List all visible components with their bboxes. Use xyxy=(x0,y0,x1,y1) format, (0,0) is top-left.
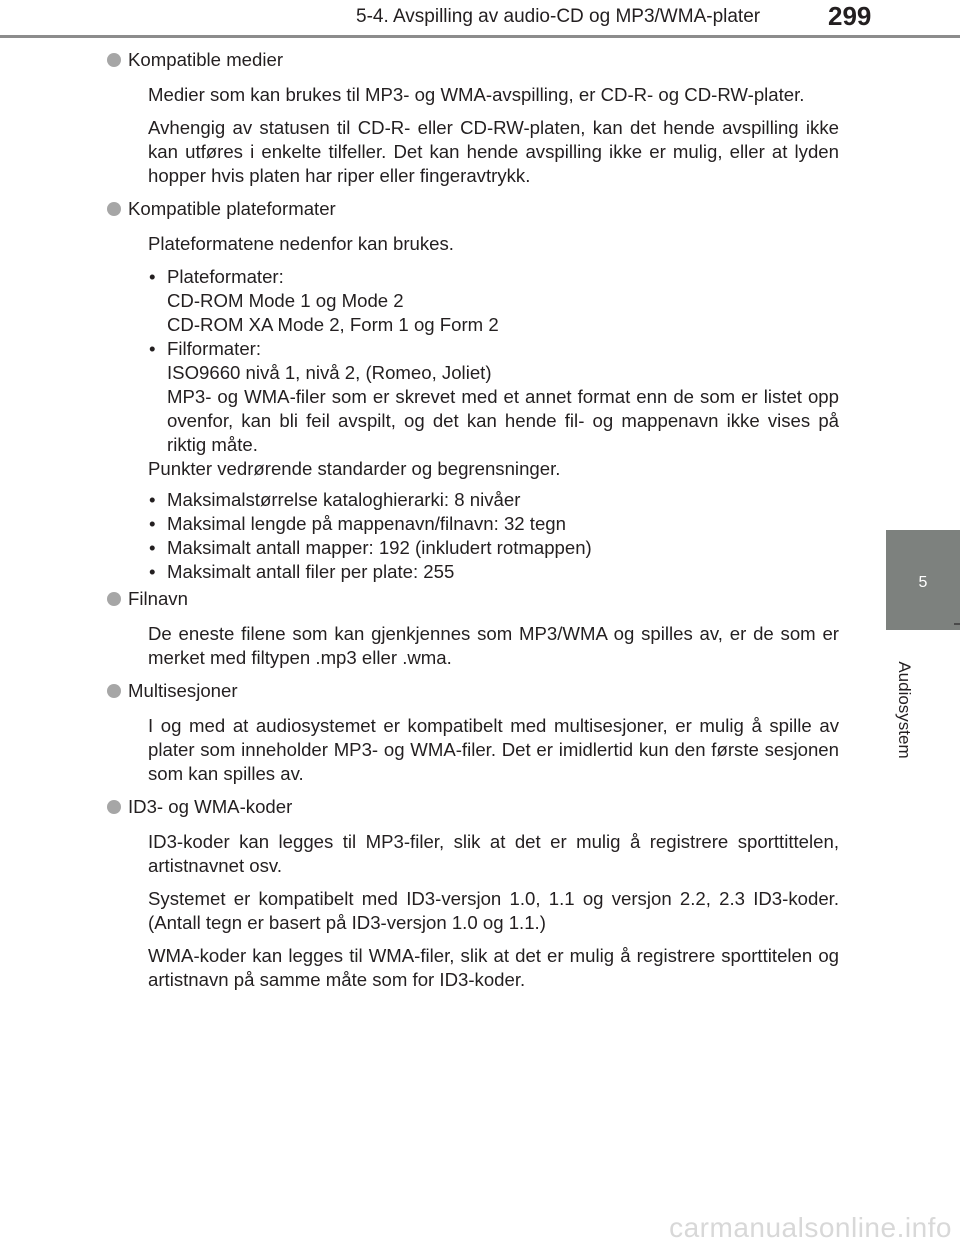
tab-tick-mark xyxy=(954,623,960,625)
chapter-label: Audiosystem xyxy=(895,661,914,759)
section-heading xyxy=(107,587,839,611)
chapter-tab xyxy=(886,530,960,630)
page-number: 299 xyxy=(828,1,872,31)
list-item: • Maksimalt antall mapper: 192 (inkludert rotmappen) xyxy=(148,536,839,560)
heading-text: Kompatible medier xyxy=(128,49,284,70)
section-compatible-formats xyxy=(128,197,839,584)
section-heading xyxy=(107,197,839,221)
section-filenames xyxy=(128,587,839,670)
page-content xyxy=(128,48,839,1001)
list-item: • Maksimal lengde på mappenavn/filnavn: 32 tegn xyxy=(148,512,839,536)
round-bullet-icon xyxy=(107,684,121,698)
list-item-label: • Filformater: xyxy=(167,338,262,359)
list-item-note: MP3- og WMA-filer som er skrevet med et annet format enn de som er listet opp ovenfor, kan bli feil avspilt, og det kan hende fil- og mappenavn ikke vises på riktig måte. xyxy=(167,386,839,455)
section-tags xyxy=(128,795,839,992)
round-bullet-icon xyxy=(107,800,121,814)
heading-text: Kompatible plateformater xyxy=(128,198,336,219)
list-item-label: • Plateformater: xyxy=(167,266,284,287)
round-bullet-icon xyxy=(107,53,121,67)
list-item: • Maksimalstørrelse kataloghierarki: 8 nivåer xyxy=(148,488,839,512)
chapter-number: 5 xyxy=(918,574,928,591)
section-heading xyxy=(107,679,839,703)
paragraph: Punkter vedrørende standarder og begrensninger. xyxy=(148,458,561,479)
paragraph: Medier som kan brukes til MP3- og WMA-avspilling, er CD-R- og CD-RW-plater. xyxy=(148,84,805,105)
list-item xyxy=(148,337,839,457)
section-compatible-media xyxy=(128,48,839,188)
paragraph: De eneste filene som kan gjenkjennes som MP3/WMA og spilles av, er de som er merket med filtypen .mp3 eller .wma. xyxy=(148,623,839,668)
heading-text: Filnavn xyxy=(128,588,188,609)
list-item-line: CD-ROM XA Mode 2, Form 1 og Form 2 xyxy=(167,314,499,335)
heading-text: Multisesjoner xyxy=(128,680,238,701)
paragraph: Avhengig av statusen til CD-R- eller CD-RW-platen, kan det hende avspilling ikke kan utføres i enkelte tilfeller. Det kan hende avspilling ikke er mulig, eller at lyden hopper hvis platen har riper eller fingeravtrykk. xyxy=(148,117,839,186)
format-list xyxy=(148,265,839,457)
section-heading xyxy=(107,795,839,819)
list-item-line: CD-ROM Mode 1 og Mode 2 xyxy=(167,290,404,311)
paragraph: Systemet er kompatibelt med ID3-versjon 1.0, 1.1 og versjon 2.2, 2.3 ID3-koder. (Antall tegn er basert på ID3-versjon 1.0 og 1.1.) xyxy=(148,888,839,933)
section-multisession xyxy=(128,679,839,786)
round-bullet-icon xyxy=(107,202,121,216)
limits-list xyxy=(148,488,839,584)
section-heading xyxy=(107,48,839,72)
watermark: carmanualsonline.info xyxy=(669,1212,952,1243)
list-item xyxy=(148,265,839,337)
paragraph: WMA-koder kan legges til WMA-filer, slik at det er mulig å registrere sporttitelen og artistnavn på samme måte som for ID3-koder. xyxy=(148,945,839,990)
paragraph: Plateformatene nedenfor kan brukes. xyxy=(148,233,454,254)
section-title: 5-4. Avspilling av audio-CD og MP3/WMA-plater xyxy=(356,6,761,27)
page-header xyxy=(0,0,960,40)
heading-text: ID3- og WMA-koder xyxy=(128,796,293,817)
list-item: • Maksimalt antall filer per plate: 255 xyxy=(148,560,839,584)
round-bullet-icon xyxy=(107,592,121,606)
paragraph: I og med at audiosystemet er kompatibelt med multisesjoner, er mulig å spille av plater som inneholder MP3- og WMA-filer. Det er imidlertid kun den første sesjonen som kan spilles av. xyxy=(148,715,839,784)
list-item-line: ISO9660 nivå 1, nivå 2, (Romeo, Joliet) xyxy=(167,362,492,383)
paragraph: ID3-koder kan legges til MP3-filer, slik at det er mulig å registrere sporttittelen, artistnavnet osv. xyxy=(148,831,839,876)
header-divider xyxy=(0,35,960,38)
